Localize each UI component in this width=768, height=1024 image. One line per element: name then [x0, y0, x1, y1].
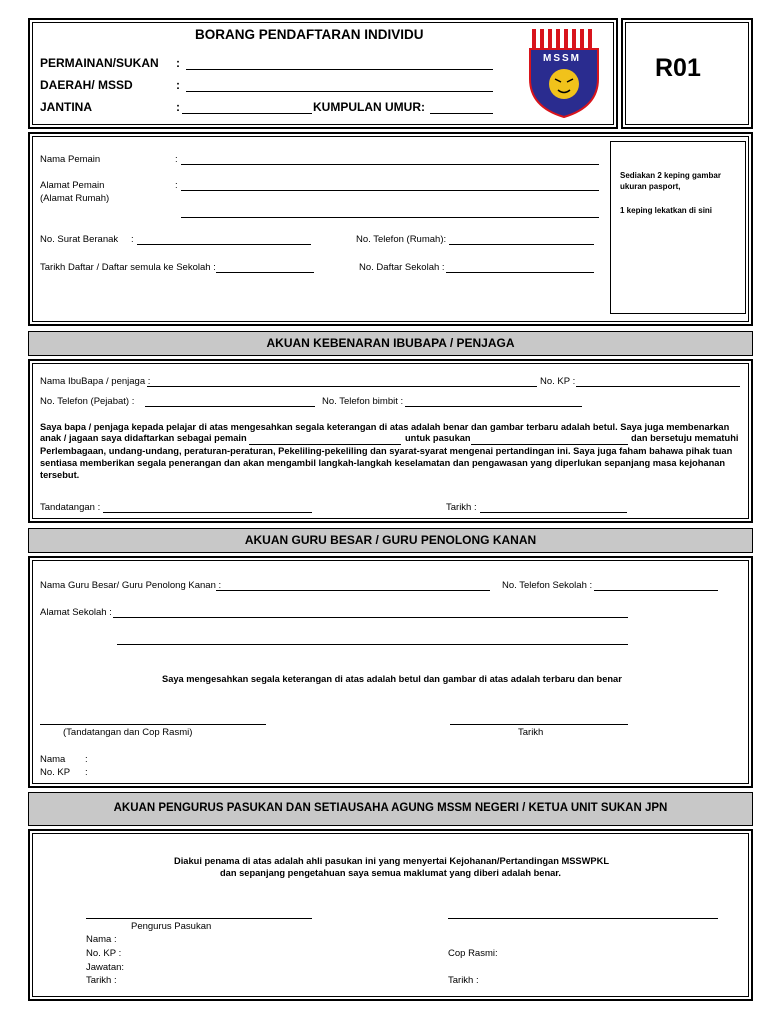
kumpulan-field[interactable] [430, 113, 493, 114]
surat-beranak-colon: : [131, 234, 134, 245]
form-code: R01 [655, 54, 701, 82]
alamat-sekolah-label: Alamat Sekolah : [40, 607, 112, 618]
alamat-field-2[interactable] [181, 217, 599, 218]
manager-box [28, 829, 753, 1001]
tarikh-daftar-field[interactable] [216, 272, 314, 273]
headmaster-tarikh-label: Tarikh [518, 727, 544, 738]
headmaster-nama-label: Nama [40, 754, 66, 765]
manager-statement-1: Diakui penama di atas adalah ahli pasukan ini yang menyertai Kejohanan/Pertandingan MSSWPKL [174, 856, 609, 866]
mssm-logo [528, 27, 600, 119]
parent-declaration-l2b: untuk pasukan [405, 433, 471, 443]
parent-declaration-line-4: sentiasa memberikan segala penerangan dan akan mengambil langkah-langkah keselamatan dan pengawasan yang diperlukan sepanjang masa kejohanan [40, 458, 726, 468]
headmaster-kp-label: No. KP [40, 767, 71, 778]
alamat-pemain-label: Alamat Pemain [40, 180, 105, 191]
manager-section-title: AKUAN PENGURUS PASUKAN DAN SETIAUSAHA AGUNG MSSM NEGERI / KETUA UNIT SUKAN JPN [28, 792, 753, 826]
logo-stripes [532, 29, 592, 49]
logo-text: MSSM [543, 53, 581, 64]
parent-nama-field[interactable] [147, 386, 537, 387]
daerah-colon: : [176, 78, 180, 92]
daftar-sekolah-field[interactable] [446, 272, 594, 273]
parent-kp-field[interactable] [576, 386, 740, 387]
parent-section-title: AKUAN KEBENARAN IBUBAPA / PENJAGA [28, 331, 753, 356]
jantina-field[interactable] [182, 113, 312, 114]
alamat-field-1[interactable] [181, 190, 599, 191]
headmaster-statement: Saya mengesahkan segala keterangan di atas adalah betul dan gambar di atas adalah terbaru dan benar [162, 674, 622, 684]
guru-nama-label: Nama Guru Besar/ Guru Penolong Kanan : [40, 580, 222, 591]
alamat-sekolah-field-2[interactable] [117, 644, 628, 645]
tel-sekolah-field[interactable] [594, 590, 718, 591]
jantina-colon: : [176, 100, 180, 114]
alamat-rumah-label: (Alamat Rumah) [40, 193, 110, 204]
permainan-label: PERMAINAN/SUKAN [40, 56, 159, 70]
kumpulan-label: KUMPULAN UMUR: [313, 100, 425, 114]
jantina-label: JANTINA [40, 100, 93, 114]
headmaster-tarikh-field[interactable] [450, 724, 628, 725]
parent-declaration-l2c: dan bersetuju mematuhi [631, 433, 739, 443]
headmaster-nama-colon: : [85, 754, 88, 765]
alamat-pemain-colon: : [175, 180, 178, 191]
permainan-colon: : [176, 56, 180, 70]
form-title: BORANG PENDAFTARAN INDIVIDU [195, 27, 424, 42]
headmaster-sign-label: (Tandatangan dan Cop Rasmi) [63, 727, 193, 738]
manager-tarikh-label: Tarikh : [86, 975, 117, 986]
pengurus-label: Pengurus Pasukan [131, 921, 212, 932]
headmaster-kp-colon: : [85, 767, 88, 778]
photo-box[interactable] [610, 141, 746, 314]
tel-pejabat-label: No. Telefon (Pejabat) : [40, 396, 135, 407]
telefon-rumah-label: No. Telefon (Rumah): [356, 234, 447, 245]
manager-nama-label: Nama : [86, 934, 117, 945]
permainan-field[interactable] [186, 69, 493, 70]
alamat-sekolah-field-1[interactable] [113, 617, 628, 618]
parent-declaration-line-5: tersebut. [40, 470, 80, 480]
parent-declaration-l2a: anak / jagaan saya didaftarkan sebagai pemain [40, 433, 247, 443]
nama-pemain-label: Nama Pemain [40, 154, 101, 165]
logo-tiger-face [549, 69, 579, 99]
parent-tarikh-field[interactable] [480, 512, 627, 513]
parent-kp-label: No. KP : [540, 376, 576, 387]
nama-pemain-field[interactable] [181, 164, 599, 165]
parent-sign-label: Tandatangan : [40, 502, 101, 513]
tel-bimbit-field[interactable] [405, 406, 582, 407]
parent-tarikh-label: Tarikh : [446, 502, 477, 513]
photo-note-1: Sediakan 2 keping gambar ukuran pasport, [620, 171, 721, 191]
headmaster-section-title: AKUAN GURU BESAR / GURU PENOLONG KANAN [28, 528, 753, 553]
nama-pemain-colon: : [175, 154, 178, 165]
setiausaha-sign-field[interactable] [448, 918, 718, 919]
parent-declaration-line-1: Saya bapa / penjaga kepada pelajar di atas mengesahkan segala keterangan di atas adalah benar dan gambar terbaru adalah betul. Saya juga membenarkan [40, 422, 730, 432]
tel-bimbit-label: No. Telefon bimbit : [322, 396, 404, 407]
surat-beranak-label: No. Surat Beranak [40, 234, 119, 245]
telefon-rumah-field[interactable] [449, 244, 594, 245]
tarikh-daftar-label: Tarikh Daftar / Daftar semula ke Sekolah : [40, 262, 216, 273]
parent-declaration-line-3: Perlembagaan, undang-undang, peraturan-peraturan, Pekeliling-pekeliling dan syarat-syarat mengenai pertandingan ini. Saya juga faham bahawa pihak tuan [40, 446, 733, 456]
surat-beranak-field[interactable] [137, 244, 311, 245]
manager-kp-label: No. KP : [86, 948, 122, 959]
manager-jawatan-label: Jawatan: [86, 962, 125, 973]
headmaster-sign-field[interactable] [40, 724, 266, 725]
parent-sign-field[interactable] [103, 512, 312, 513]
tel-sekolah-label: No. Telefon Sekolah : [502, 580, 593, 591]
daerah-label: DAERAH/ MSSD [40, 78, 133, 92]
manager-statement-2: dan sepanjang pengetahuan saya semua maklumat yang diberi adalah benar. [220, 868, 561, 878]
daftar-sekolah-label: No. Daftar Sekolah : [359, 262, 445, 273]
setiausaha-tarikh-label: Tarikh : [448, 975, 479, 986]
pengurus-sign-field[interactable] [86, 918, 312, 919]
headmaster-inner [32, 560, 749, 784]
guru-nama-field[interactable] [216, 590, 490, 591]
cop-rasmi-label: Cop Rasmi: [448, 948, 498, 959]
tel-pejabat-field[interactable] [145, 406, 315, 407]
daerah-field[interactable] [186, 91, 493, 92]
parent-nama-label: Nama IbuBapa / penjaga : [40, 376, 151, 387]
photo-note-2: 1 keping lekatkan di sini [620, 206, 713, 215]
